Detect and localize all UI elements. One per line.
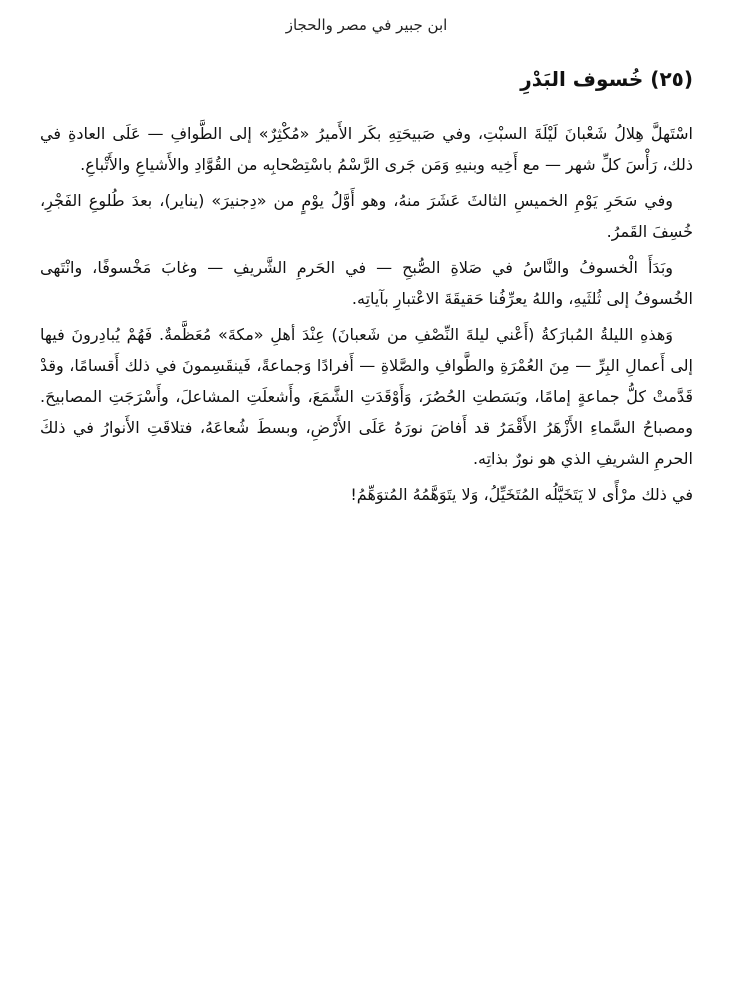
paragraph: اسْتَهلَّ هِلالُ شَعْبانَ لَيْلَةَ السبْتِ، وفي صَبيحَتِهِ بكَر الأَميرُ «مُكْثِرٌ» إلى الطَّوافِ — عَلَى العادةِ في ذلك، رَأْسَ كلِّ شهر — مع أَخِيه وبنيهِ وَمَن جَرى الرَّسْمُ باسْتِصْحابِه من القُوَّادِ والأَشياعِ والأَتْباعِ. <box>40 124 693 174</box>
chapter-title: (٢٥) خُسوف البَدْرِ <box>520 67 693 91</box>
running-header: ابن جبير في مصر والحجاز <box>285 16 448 34</box>
paragraph: وفي سَحَرِ يَوْمِ الخميسِ الثالثَ عَشَرَ منهُ، وهو أَوَّلُ يوْمٍ من «دِجنيرَ» (يناير)، بعدَ طُلوعِ الفَجْرِ، خُسِفَ القَمرُ. <box>40 191 693 241</box>
paragraph: وبَدَأَ الْخسوفُ والنَّاسُ في صَلاةِ الصُّبحِ — في الحَرمِ الشَّريفِ — وغابَ مَخْسوفًا، وانْتَهى الخُسوفُ إلى ثُلثَيهِ، واللهُ يعرِّفُنا حَقيقَةَ الاعْتبارِ بآياتِه. <box>40 258 693 308</box>
chapter-body <box>40 118 693 515</box>
paragraph: في ذلك مرْأًى لا يَتَخَيَّلُه المُتَخَيِّلُ، وَلا يتَوَهَّمُهُ المُتوَهِّمُ! <box>350 485 693 504</box>
paragraph: وَهذهِ الليلةُ المُبارَكةُ (أَعْني ليلةَ النِّصْفِ من شَعبانَ) عِنْدَ أهلِ «مكةَ» مُعَظَّمةٌ. فَهُمْ يُبادِرونَ فيها إلى أَعمالِ البِرِّ — مِنَ العُمْرَةِ والطَّوافِ والصَّلاةِ — أَفرادًا وَجماعةً، فَينقَسِمونَ في ذلك أَقسامًا، وقدْ قَدَّمتْ كلُّ جماعةٍ إمامًا، وبَسَطتِ الحُصُرَ، وَأَوْقَدَتِ الشَّمَعَ، وأَشعلَتِ المشاعلَ، وأَسْرَجَتِ المصابيحَ. ومصباحُ السَّماءِ الأَزْهَرُ الأَقْمَرُ قد أَفاضَ نورَهُ عَلَى الأَرْضِ، وبسطَ شُعاعَهُ، فتلاقَتِ الأَنوارُ في ذلكَ الحرمِ الشريفِ الذي هو نورٌ بذاتِه. <box>40 325 693 468</box>
